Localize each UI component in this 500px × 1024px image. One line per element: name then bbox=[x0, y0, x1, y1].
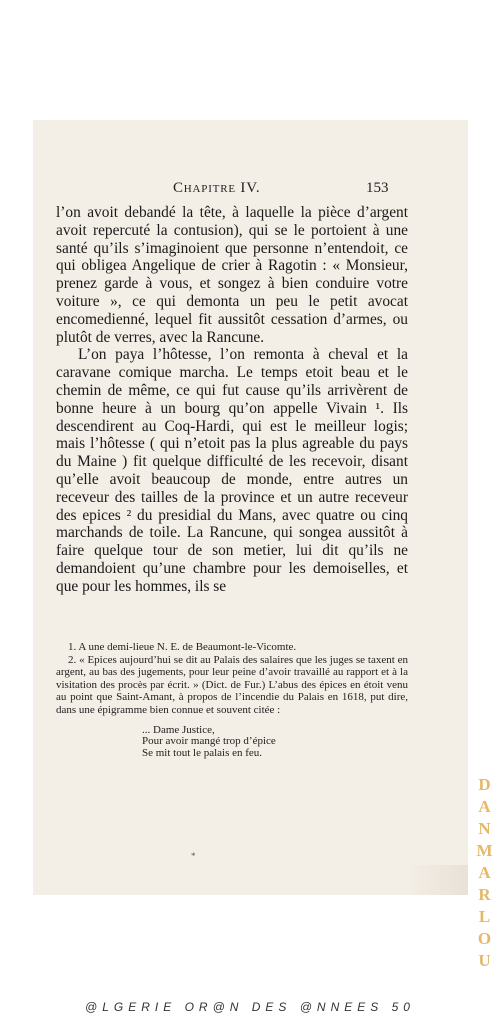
running-header bbox=[33, 180, 468, 200]
printer-mark: * bbox=[191, 851, 196, 861]
epigram-line: ... Dame Justice, bbox=[142, 723, 215, 736]
footnote-1: 1. A une demi-lieue N. E. de Beaumont-le-Vicomte. bbox=[68, 641, 297, 653]
paragraph-2: L’on paya l’hôtesse, l’on remonta à cheval et la caravane comique marcha. Le temps etoit beau et le chemin de même, ce qui fut cause qu’ils arrivèrent de bonne heure à un bourg qu’on appelle Vivain ¹. Ils descendirent au Coq-Hardi, qui est le meilleur logis; mais l’hôtesse ( qui n’etoit pas la plus agreable du pays du Maine ) fit quelque difficulté de les recevoir, disant qu’elle avoit beaucoup de monde, entre autres un receveur des tailles de la province et un autre receveur des epices ² du presidial du Mans, avec quatre ou cinq marchands de toile. La Rancune, qui songea aussitôt à faire quelque tour de son metier, lui dit qu’ils ne demandoient qu’une chambre pour les demoiselles, et que pour les hommes, ils se bbox=[56, 346, 408, 595]
epigram-line: Pour avoir mangé trop d’épice bbox=[142, 735, 276, 748]
epigram bbox=[142, 725, 408, 760]
body-text bbox=[56, 204, 408, 596]
scanned-book-page bbox=[33, 120, 468, 895]
footnotes bbox=[56, 641, 408, 759]
watermark-bottom: @LGERIE OR@N DES @NNEES 50 bbox=[85, 1000, 415, 1014]
paragraph-1: l’on avoit debandé la tête, à laquelle la pièce d’argent avoit repercuté la contusion), qui se le portoient à une santé qu’ils s’imaginoient que personne n’entendoit, ce qui obligea Angelique de crier à Ragotin : « Monsieur, prenez garde à vous, et songez à bien conduire votre voiture », ce qui demonta un peu le petit avocat encomedienné, lequel fit aussitôt cessation d’armes, ou plutôt de verres, avec la Rancune. bbox=[56, 204, 408, 346]
chapter-title: Chapitre IV. bbox=[173, 180, 261, 196]
watermark-vertical: DANMARLOU bbox=[475, 775, 494, 973]
page-number: 153 bbox=[366, 180, 389, 196]
epigram-line: Se mit tout le palais en feu. bbox=[142, 746, 263, 759]
footnote-2: 2. « Epices aujourd’hui se dit au Palais des salaires que les juges se taxent en argent, au bas des jugements, pour leur peine d’avoir travaillé au rapport et à la visitation des procès par écrit. » (Dict. de Fur.) L’abus des épices en étoit venu au point que Saint-Amant, à propos de l’incendie du Palais en 1618, put dire, dans une épigramme bien connue et souvent citée : bbox=[56, 653, 408, 716]
